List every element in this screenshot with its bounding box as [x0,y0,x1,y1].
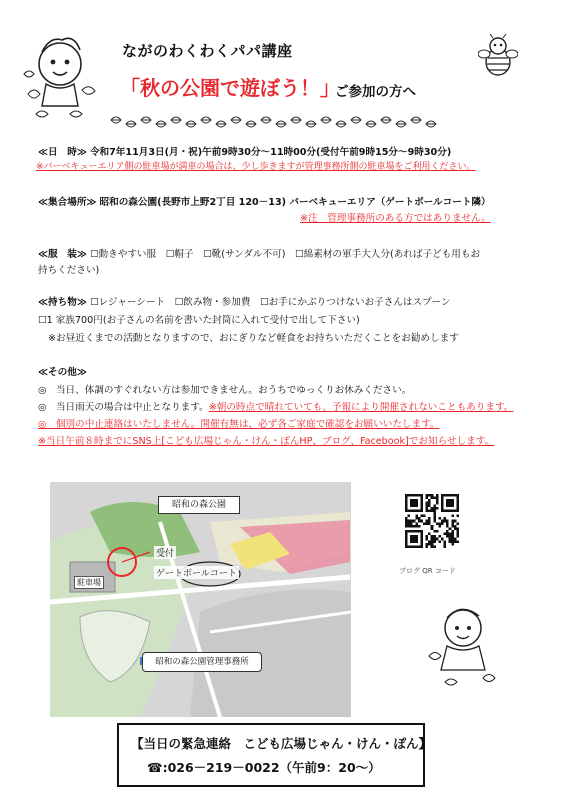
other-label: ≪その他≫ [38,367,87,378]
emergency-phone: ☎:026－219－0022（午前9：20～） [147,760,381,775]
leaf-icon [141,117,151,123]
leaf-icon [246,121,256,127]
bee-illustration [478,34,518,78]
leaf-icon [216,121,226,127]
belongings-section [38,296,450,309]
leaf-icon [321,117,331,123]
belongings-line3: ※お昼近くまでの活動となりますので、おにぎりなど軽食をお持ちいただくことをお勧めします [48,333,459,344]
leaf-icon [426,121,436,127]
place-value: 昭和の森公園(長野市上野2丁目 120－13) バーベキューエリア（ゲートボールコート隣） [99,197,491,208]
leaf-icon [261,117,271,123]
leaf-icon [186,121,196,127]
leaf-icon [171,117,181,123]
map-gateball-label: ゲートボールコート [154,566,239,579]
leaf-icon [306,121,316,127]
date-label: ≪日 時≫ [38,147,87,158]
place-section [38,196,491,209]
park-map [50,482,351,717]
other-item-2-note: ※朝の時点で晴れていても、予報により開催されないこともあります。 [208,402,514,413]
leaf-icon [366,121,376,127]
other-item-4: ※当日午前８時までにSNS上[こども広場じゃん・けん・ぽんHP、ブログ、Facebook]でお知らせします。 [38,436,495,447]
leaf-icon [111,117,121,123]
leaf-icon [201,117,211,123]
date-value: 令和7年11月3日(月・祝)午前9時30分～11時00分(受付午前9時15分～9時30分) [89,147,452,158]
child-with-leaves-illustration [20,30,102,122]
leaf-icon [336,121,346,127]
clothing-line2: 持ちください) [38,265,100,276]
leaf-icon [291,117,301,123]
emergency-title: 【当日の緊急連絡 こども広場じゃん・けん・ぽん】 [131,736,432,751]
leaf-icon [351,117,361,123]
other-item-3: ◎ 個別の中止連絡はいたしません。開催有無は、必ず各ご家庭で確認をお願いいたします。 [38,419,440,430]
clothing-line1: ☐動きやすい服 ☐帽子 ☐靴(サンダル不可) ☐綿素材の軍手大人分(あれば子ども用もお [89,249,481,260]
map-graphic [50,482,351,717]
belongings-line2: ☐1 家族700円(お子さんの名前を書いた封筒に入れて受付で出して下さい) [38,315,360,326]
leaf-icon [276,121,286,127]
series-title: ながのわくわくパパ講座 [122,42,293,60]
clothing-section [38,248,480,261]
qr-caption: ブログ QR コード [399,567,456,575]
leaf-icon [411,117,421,123]
clothing-label: ≪服 装≫ [38,249,87,260]
leaf-icon [126,121,136,127]
other-item-2-text: ◎ 当日雨天の場合は中止となります。 [38,402,209,413]
leaf-icon [156,121,166,127]
child-with-leaves-illustration-2 [425,600,500,690]
leaf-border-decoration [110,112,440,132]
map-parking-label: 駐車場 [74,576,104,589]
belongings-label: ≪持ち物≫ [38,297,87,308]
date-section [38,146,451,159]
place-note: ※注 管理事務所のある方ではありません。 [300,213,491,224]
place-label: ≪集合場所≫ [38,197,97,208]
belongings-line1: ☐レジャーシート ☐飲み物・参加費 ☐お手にかぶりつけないお子さんはスプーン [89,297,451,308]
leaf-icon [381,117,391,123]
other-item-1: ◎ 当日、体調のすぐれない方は参加できません。おうちでゆっくりお休みください。 [38,385,412,396]
qr-code [405,494,459,548]
other-item-2 [38,401,513,414]
map-office-label: 昭和の森公園管理事務所 [142,652,262,672]
map-park-label: 昭和の森公園 [158,496,240,514]
page-subtitle: ご参加の方へ [335,84,416,100]
leaf-icon [396,121,406,127]
leaf-icon [231,117,241,123]
parking-note: ※バーベキューエリア側の駐車場が満車の場合は、少し歩きますが管理事務所側の駐車場をご利用ください。 [36,162,476,172]
page-title: 「秋の公園で遊ぼう！」 [120,76,340,100]
map-reception-label: 受付 [154,546,176,559]
emergency-contact-box [117,723,432,787]
